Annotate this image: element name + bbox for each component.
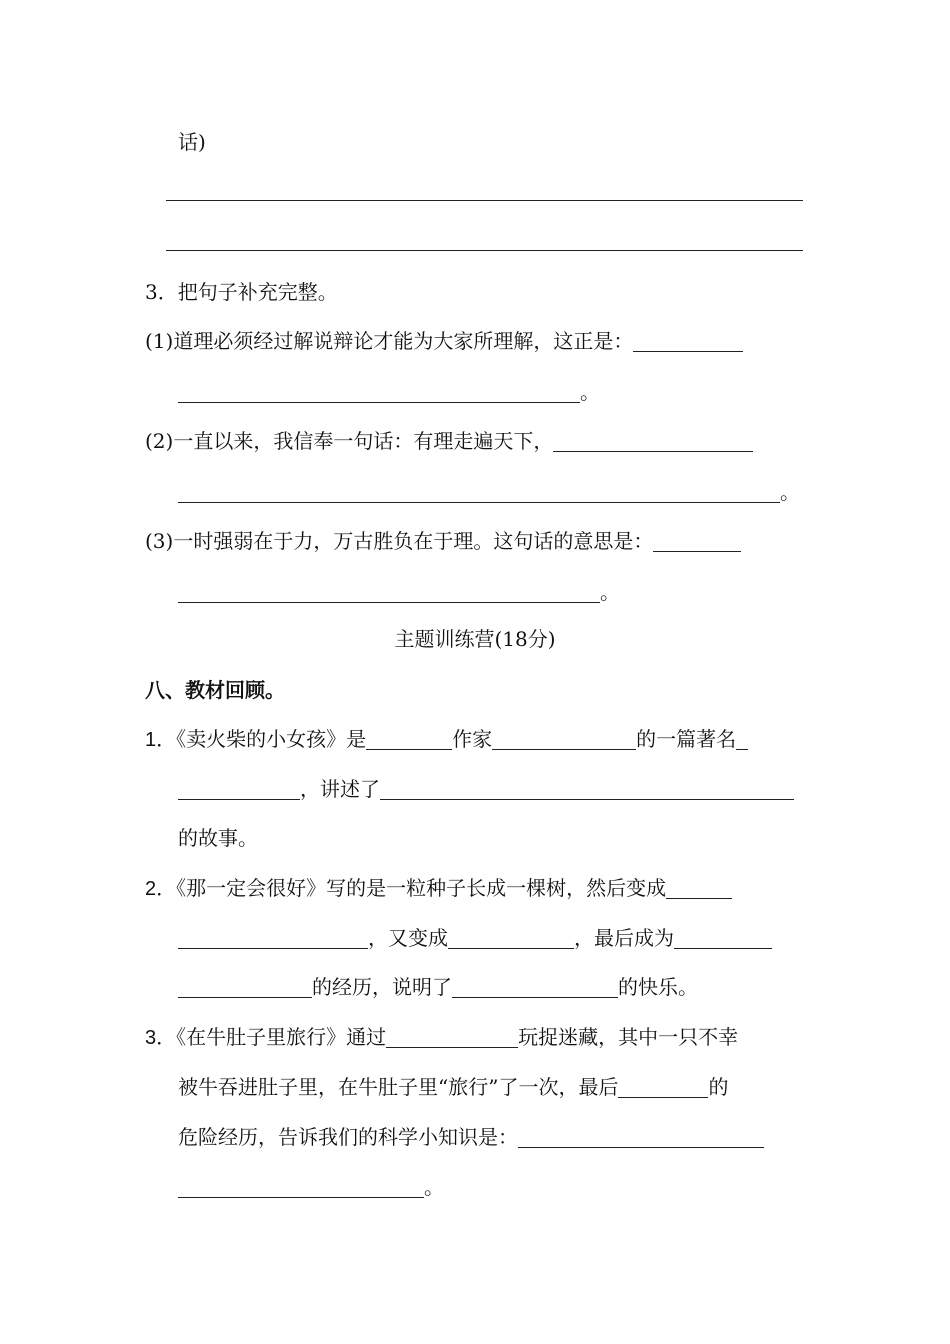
s3-blank-2[interactable] [618, 1075, 708, 1098]
s3-text-d: 的 [708, 1075, 729, 1099]
s3-text-c: 被牛吞进肚子里，在牛肚子里“旅行”了一次，最后 [178, 1075, 619, 1099]
s1-text-c: 的一篇著名 [636, 727, 737, 751]
s3-line-2 [178, 1070, 728, 1104]
s2-blank-1b[interactable] [178, 926, 368, 949]
q3-item-1-text: (1)道理必须经过解说辩论才能为大家所理解，这正是： [145, 329, 634, 353]
s2-blank-2[interactable] [448, 926, 574, 949]
s2-text-c: ，最后成为 [574, 926, 674, 950]
section-title: 主题训练营(18分) [394, 627, 556, 651]
q3-item-3-cont [178, 575, 620, 609]
q3-heading: 3．把句子补充完整。 [145, 280, 338, 304]
s2-line-3 [178, 970, 698, 1004]
s1-text-e: 的故事。 [178, 826, 258, 850]
q3-item-2-text: (2)一直以来，我信奉一句话：有理走遍天下， [145, 429, 554, 453]
answer-line-1[interactable] [166, 200, 803, 201]
q3-item-2-end: 。 [780, 480, 800, 504]
s3-blank-1[interactable] [386, 1025, 518, 1048]
s3-blank-3b[interactable] [178, 1175, 424, 1198]
s2-text-e: 的快乐。 [618, 975, 698, 999]
continuation-text: 话) [178, 130, 206, 154]
q3-item-2-blank-b[interactable] [178, 480, 780, 503]
q3-item-2-cont [178, 475, 800, 509]
q3-item-3-end: 。 [600, 580, 620, 604]
s3-line-4 [178, 1170, 444, 1204]
s1-blank-country[interactable] [366, 727, 452, 750]
s2-line-1 [145, 871, 732, 905]
q3-item-1-cont [178, 375, 600, 409]
q3-item-1 [145, 324, 743, 358]
q3-item-2-blank-a[interactable] [553, 429, 753, 452]
q3-item-3 [145, 524, 741, 558]
q3-item-1-blank-b[interactable] [178, 380, 580, 403]
s1-text-d: ，讲述了 [300, 777, 380, 801]
s1-line-1 [145, 722, 748, 756]
s1-blank-author[interactable] [492, 727, 636, 750]
s2-blank-3a[interactable] [674, 926, 772, 949]
s3-text-f: 。 [424, 1175, 444, 1199]
s3-text-e: 危险经历，告诉我们的科学小知识是： [178, 1125, 518, 1149]
s2-blank-1a[interactable] [666, 876, 732, 899]
q3-item-2 [145, 424, 753, 458]
s2-blank-4[interactable] [452, 975, 618, 998]
q3-item-3-blank-b[interactable] [178, 580, 600, 603]
s1-text-a: 《卖火柴的小女孩》是 [176, 727, 367, 751]
s1-number: 1． [145, 729, 177, 751]
s3-line-3 [178, 1120, 764, 1154]
s3-number: 3． [145, 1027, 177, 1049]
answer-line-2[interactable] [166, 250, 803, 251]
s1-blank-story[interactable] [380, 777, 794, 800]
s3-text-b: 玩捉迷藏，其中一只不幸 [518, 1025, 739, 1049]
s3-text-a: 《在牛肚子里旅行》通过 [176, 1025, 387, 1049]
s1-text-b: 作家 [452, 727, 493, 751]
s2-text-a: 《那一定会很好》写的是一粒种子长成一棵树，然后变成 [176, 876, 667, 900]
q3-item-3-text: (3)一时强弱在于力，万古胜负在于理。这句话的意思是： [145, 529, 654, 553]
part-heading: 八、教材回顾。 [145, 678, 285, 702]
s1-line-2 [178, 772, 794, 806]
s2-text-d: 的经历，说明了 [312, 975, 452, 999]
q3-item-1-end: 。 [580, 380, 600, 404]
q3-item-3-blank-a[interactable] [653, 529, 741, 552]
q3-item-1-blank-a[interactable] [633, 329, 743, 352]
s3-line-1 [145, 1020, 738, 1054]
s2-line-2 [178, 921, 772, 955]
s1-blank-genre-a[interactable] [736, 727, 748, 750]
s1-blank-genre-b[interactable] [178, 777, 300, 800]
s2-number: 2． [145, 878, 177, 900]
s3-blank-3a[interactable] [518, 1125, 764, 1148]
s2-text-b: ，又变成 [368, 926, 448, 950]
s2-blank-3b[interactable] [178, 975, 312, 998]
